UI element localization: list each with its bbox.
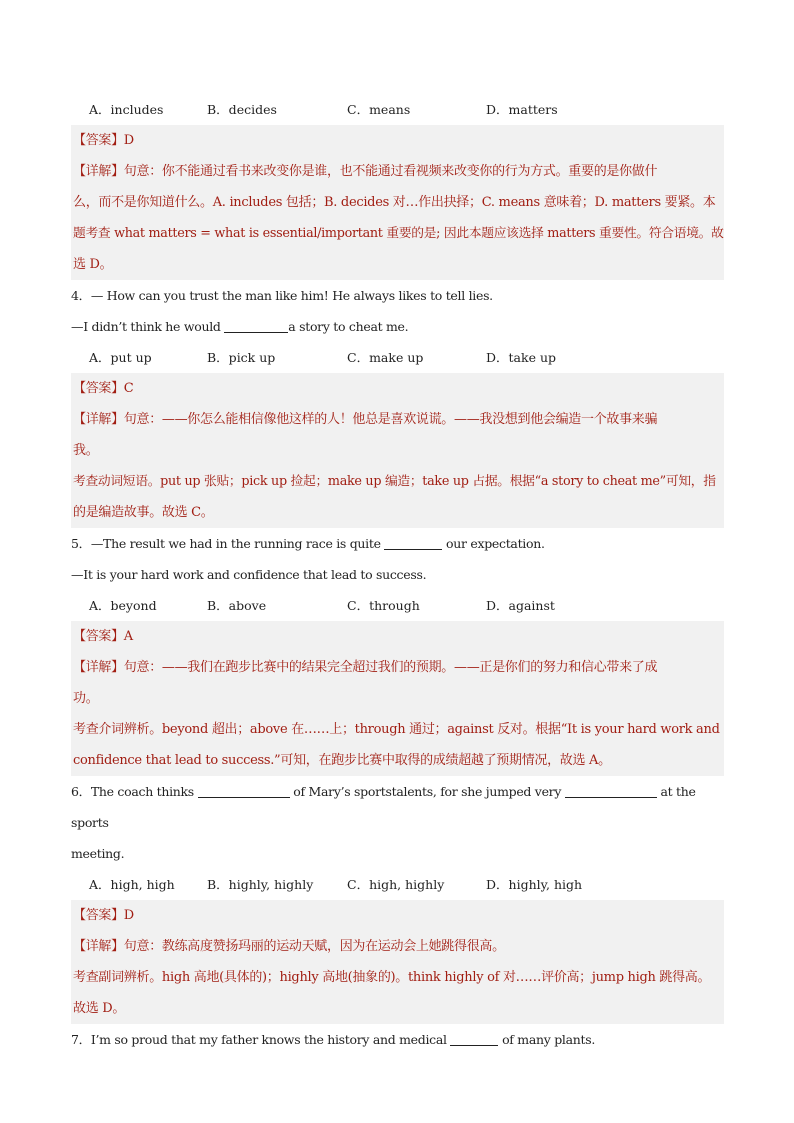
- q6-detail-line: 考查副词辨析。high 高地(具体的)；highly 高地(抽象的)。think highly of 对……评价高；jump high 跳得高。: [73, 970, 711, 985]
- q5-option-c: C．through: [347, 598, 420, 613]
- q4-blank: [224, 318, 288, 333]
- q3-answer: 【答案】D: [73, 133, 134, 148]
- q4-option-a: A．put up: [89, 350, 152, 365]
- q6-options: [71, 869, 724, 900]
- q7-stem-text: of many plants.: [498, 1032, 596, 1047]
- q7-blank: [450, 1031, 498, 1046]
- exercise-page: [71, 94, 724, 1055]
- q6-blank-1: [198, 783, 290, 798]
- q3-option-b: B．decides: [207, 102, 277, 117]
- q5-detail-line: 【详解】句意：——我们在跑步比赛中的结果完全超过我们的预期。——正是你们的努力和信心带来了成: [73, 660, 658, 675]
- q5-stem-line1: [71, 528, 724, 559]
- q5-answer-box: [71, 621, 724, 776]
- q5-detail-line: 功。: [73, 691, 99, 706]
- q7-stem-line1: [71, 1024, 724, 1055]
- q6-answer-box: [71, 900, 724, 1024]
- q5-option-a: A．beyond: [89, 598, 157, 613]
- q6-stem-line2: meeting.: [71, 846, 125, 861]
- q4-detail-line: 的是编造故事。故选 C。: [73, 505, 214, 520]
- q7-stem-text: 7．I’m so proud that my father knows the history and medical: [71, 1032, 451, 1047]
- q6-detail-line: 故选 D。: [73, 1001, 126, 1016]
- q4-detail-line: 考查动词短语。put up 张贴；pick up 捡起；make up 编造；take up 占据。根据“a story to cheat me”可知，指: [73, 474, 716, 489]
- q6-stem-text: 6．The coach thinks: [71, 784, 198, 799]
- q3-detail-line: 么，而不是你知道什么。A. includes 包括；B. decides 对…作出抉择；C. means 意味着；D. matters 要紧。本: [73, 195, 716, 210]
- q3-detail-line: 题考查 what matters = what is essential/important 重要的是; 因此本题应该选择 matters 重要性。符合语境。故: [73, 226, 724, 241]
- q4-stem-text: —I didn’t think he would: [71, 319, 225, 334]
- q6-option-a: A．high, high: [89, 877, 175, 892]
- q3-answer-box: [71, 125, 724, 280]
- q5-stem-text: 5．—The result we had in the running race is quite: [71, 536, 385, 551]
- q4-option-d: D．take up: [486, 350, 556, 365]
- q5-option-b: B．above: [207, 598, 267, 613]
- q4-option-c: C．make up: [347, 350, 424, 365]
- q6-option-b: B．highly, highly: [207, 877, 314, 892]
- q5-option-d: D．against: [486, 598, 555, 613]
- q6-blank-2: [565, 783, 657, 798]
- q3-detail-line: 【详解】句意：你不能通过看书来改变你是谁，也不能通过看视频来改变你的行为方式。重要的是你做什: [73, 164, 658, 179]
- q4-answer-box: [71, 373, 724, 528]
- q3-option-d: D．matters: [486, 102, 558, 117]
- q3-option-c: C．means: [347, 102, 411, 117]
- q5-blank: [384, 535, 442, 550]
- q4-option-b: B．pick up: [207, 350, 276, 365]
- q4-stem-text: a story to cheat me.: [288, 319, 409, 334]
- q6-stem-line1: [71, 776, 724, 838]
- q6-option-c: C．high, highly: [347, 877, 445, 892]
- q4-stem-line2: [71, 311, 724, 342]
- q4-detail-line: 【详解】句意：——你怎么能相信像他这样的人！他总是喜欢说谎。——我没想到他会编造一个故事来骗: [73, 412, 658, 427]
- q6-stem-text: at the sports: [71, 784, 696, 830]
- q6-detail-line: 【详解】句意：教练高度赞扬玛丽的运动天赋，因为在运动会上她跳得很高。: [73, 939, 505, 954]
- q5-detail-line: confidence that lead to success.”可知，在跑步比赛中取得的成绩超越了预期情况，故选 A。: [73, 753, 611, 768]
- q4-answer: 【答案】C: [73, 381, 134, 396]
- q6-stem-text: of Mary’s sportstalents, for she jumped very: [289, 784, 565, 799]
- q4-options: [71, 342, 724, 373]
- q5-detail-line: 考查介词辨析。beyond 超出；above 在……上；through 通过；against 反对。根据“It is your hard work and: [73, 722, 720, 737]
- q5-options: [71, 590, 724, 621]
- q5-answer: 【答案】A: [73, 629, 133, 644]
- q3-options: [71, 94, 724, 125]
- q6-answer: 【答案】D: [73, 908, 134, 923]
- q3-option-a: A．includes: [89, 102, 164, 117]
- q6-option-d: D．highly, high: [486, 877, 583, 892]
- q3-detail-line: 选 D。: [73, 257, 113, 272]
- q4-detail-line: 我。: [73, 443, 99, 458]
- q5-stem-line2: —It is your hard work and confidence that lead to success.: [71, 567, 427, 582]
- q4-stem-line1: 4．— How can you trust the man like him! He always likes to tell lies.: [71, 288, 493, 303]
- q5-stem-text: our expectation.: [442, 536, 545, 551]
